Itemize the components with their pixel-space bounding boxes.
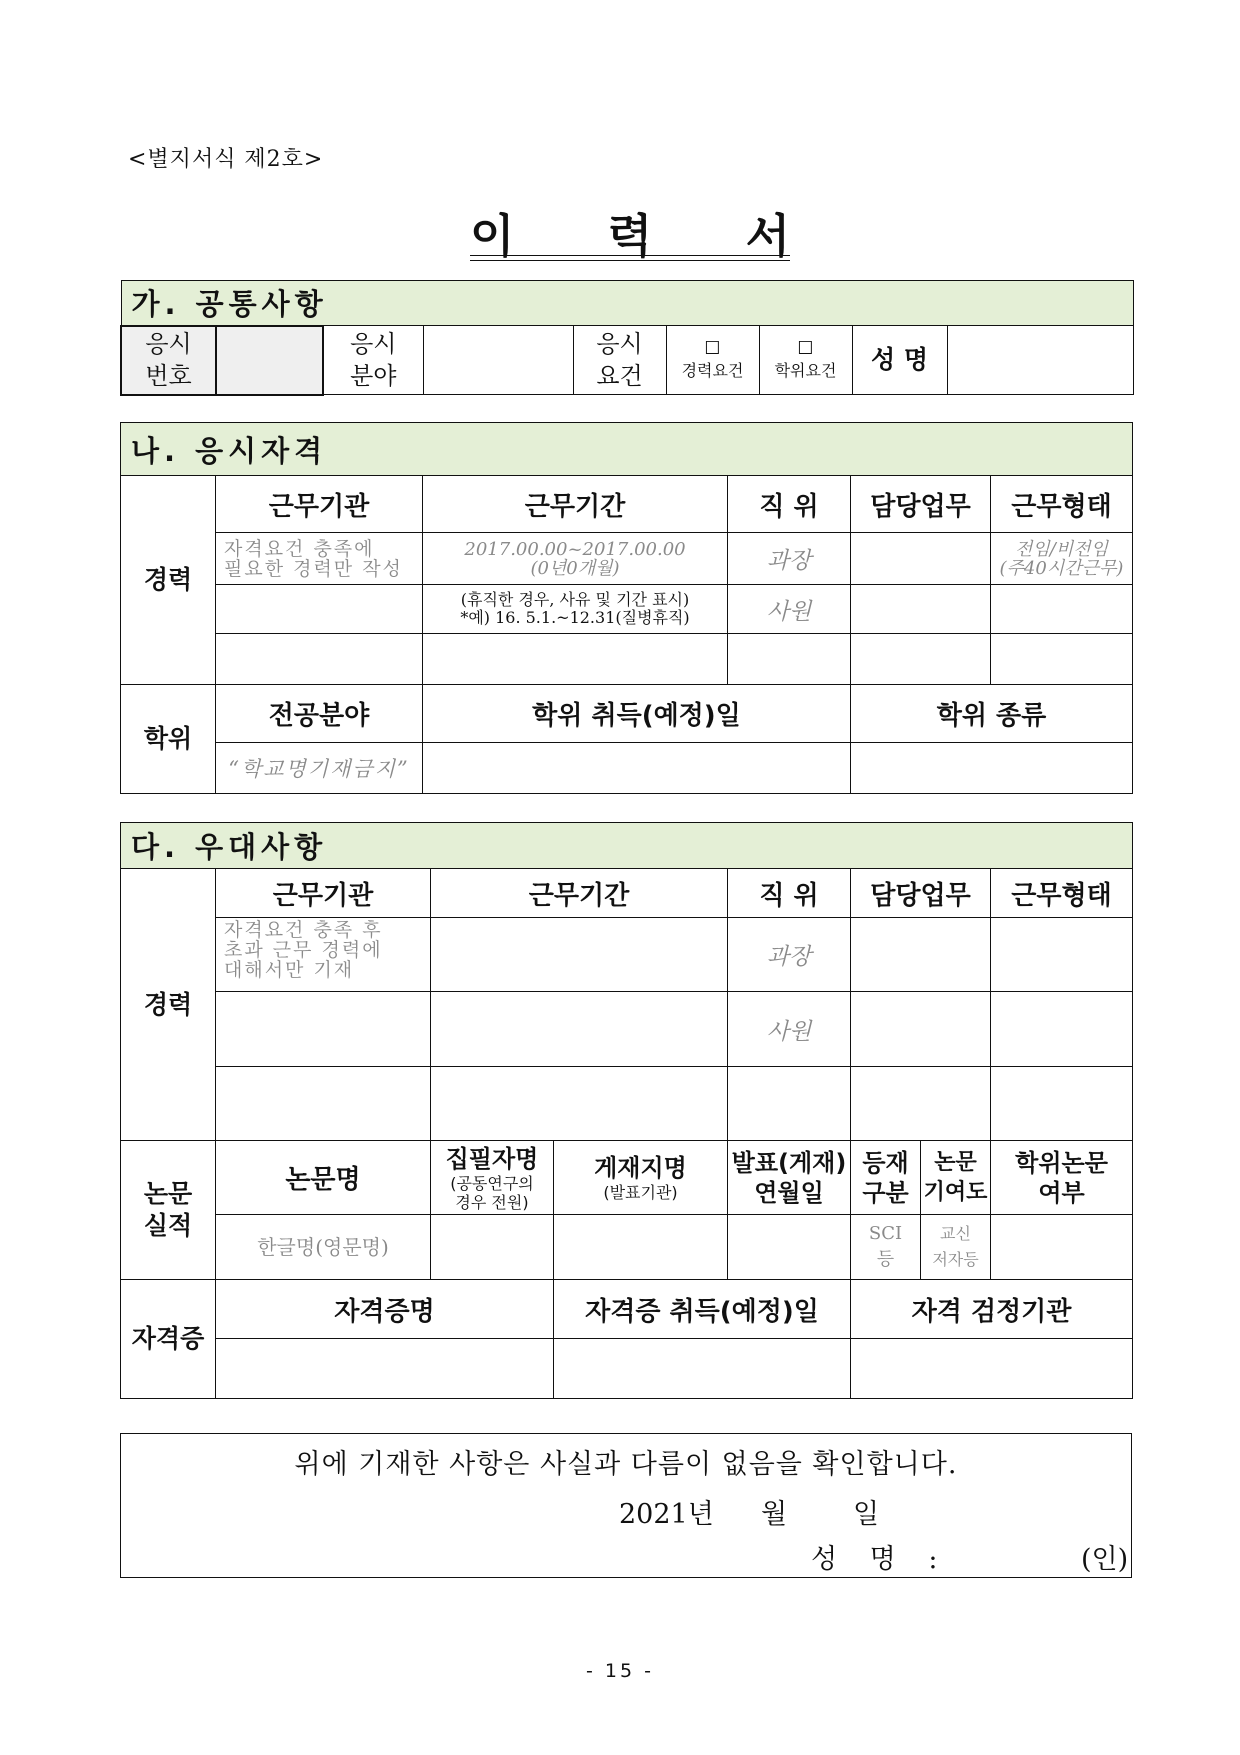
pref-period-cell[interactable] <box>431 918 728 992</box>
pref-period-cell[interactable] <box>431 1067 728 1141</box>
paper-col-journal <box>554 1141 728 1215</box>
title-underline-top <box>470 255 790 256</box>
name-label: 성 명 <box>852 326 947 395</box>
pref-type-cell[interactable] <box>991 918 1133 992</box>
exam-number-label: 응시 번호 <box>121 326 216 395</box>
pref-example-position[interactable]: 과장 <box>728 918 851 992</box>
col-duty: 담당업무 <box>851 476 991 533</box>
career-label: 경력 <box>121 476 216 685</box>
cert-agency-cell[interactable] <box>851 1339 1133 1399</box>
title-char-2: 력 <box>607 209 653 263</box>
paper-col-title: 논문명 <box>216 1141 431 1215</box>
cert-col-name: 자격증명 <box>216 1280 554 1339</box>
section-qualification-table <box>120 422 1133 794</box>
career-org-cell[interactable] <box>216 634 423 685</box>
degree-checkbox[interactable]: ☐ <box>797 338 814 359</box>
career-type-cell[interactable] <box>991 585 1133 634</box>
career-example-position[interactable]: 과장 <box>728 533 851 585</box>
paper-example-title[interactable]: 한글명(영문명) <box>216 1215 431 1280</box>
requirement-career-option[interactable] <box>666 326 759 395</box>
confirmation-statement: 위에 기재한 사항은 사실과 다름이 없음을 확인합니다. <box>294 1449 958 1480</box>
section-preference-heading: 다. 우대사항 <box>121 823 1133 869</box>
paper-col-journal-sub: (발표기관) <box>603 1183 678 1202</box>
cert-date-cell[interactable] <box>554 1339 851 1399</box>
paper-label: 논문 실적 <box>121 1141 216 1280</box>
paper-example-class[interactable]: SCI 등 <box>851 1215 921 1280</box>
section-common-heading: 가. 공통사항 <box>121 281 1133 326</box>
pref-duty-cell[interactable] <box>851 918 991 992</box>
pref-org-cell[interactable] <box>216 992 431 1067</box>
paper-date-cell[interactable] <box>728 1215 851 1280</box>
exam-field-input[interactable] <box>423 326 573 395</box>
page-number: - 15 - <box>586 1660 654 1682</box>
pref-duty-cell[interactable] <box>851 992 991 1067</box>
paper-col-thesis: 학위논문 여부 <box>991 1141 1133 1215</box>
title-char-3: 서 <box>745 209 790 263</box>
pref-type-cell[interactable] <box>991 992 1133 1067</box>
section-preference-table <box>120 822 1133 1399</box>
certificate-label: 자격증 <box>121 1280 216 1399</box>
pref-career-label: 경력 <box>121 869 216 1141</box>
paper-col-index-class: 등재 구분 <box>851 1141 921 1215</box>
paper-example-contribution[interactable]: 교신 저자등 <box>921 1215 991 1280</box>
career-example-period[interactable]: 2017.00.00~2017.00.00 (0년0개월) <box>423 533 728 585</box>
col-degree-kind: 학위 종류 <box>851 685 1133 743</box>
career-duty-cell[interactable] <box>851 533 991 585</box>
pref-col-position: 직 위 <box>728 869 851 918</box>
paper-col-publish-date: 발표(게재) 연월일 <box>728 1141 851 1215</box>
career-example-org[interactable]: 자격요건 충족에 필요한 경력만 작성 <box>216 533 423 585</box>
col-major: 전공분야 <box>216 685 423 743</box>
career-duty-cell[interactable] <box>851 634 991 685</box>
col-position: 직 위 <box>728 476 851 533</box>
career-example-type[interactable]: 전임/비전임 (주40시간근무) <box>991 533 1133 585</box>
career-org-cell[interactable] <box>216 585 423 634</box>
date-month[interactable]: 월 <box>761 1499 788 1530</box>
paper-author-cell[interactable] <box>431 1215 554 1280</box>
cert-col-agency: 자격 검정기관 <box>851 1280 1133 1339</box>
pref-col-period: 근무기간 <box>431 869 728 918</box>
section-qualification-heading: 나. 응시자격 <box>121 423 1133 476</box>
paper-journal-cell[interactable] <box>554 1215 728 1280</box>
pref-type-cell[interactable] <box>991 1067 1133 1141</box>
career-duty-cell[interactable] <box>851 585 991 634</box>
requirement-degree-option[interactable] <box>759 326 852 395</box>
career-type-cell[interactable] <box>991 634 1133 685</box>
cert-col-date: 자격증 취득(예정)일 <box>554 1280 851 1339</box>
paper-col-author <box>431 1141 554 1215</box>
career-checkbox[interactable]: ☐ <box>704 338 721 359</box>
form-number-label: <별지서식 제2호> <box>128 147 324 172</box>
degree-date-cell[interactable] <box>423 743 851 794</box>
signature-name-label: 성 명 : <box>811 1544 950 1575</box>
section-common-table <box>120 280 1134 396</box>
pref-example-org[interactable]: 자격요건 충족 후 초과 근무 경력에 대해서만 기재 <box>216 918 431 992</box>
document-title <box>470 200 790 266</box>
date-year: 2021년 <box>619 1499 714 1530</box>
pref-duty-cell[interactable] <box>851 1067 991 1141</box>
career-example-position-2[interactable]: 사원 <box>728 585 851 634</box>
career-period-cell[interactable] <box>423 634 728 685</box>
name-field[interactable] <box>947 326 1133 395</box>
col-organization: 근무기관 <box>216 476 423 533</box>
seal-mark[interactable]: (인) <box>1081 1544 1129 1575</box>
confirmation-box <box>120 1433 1132 1578</box>
career-leave-note[interactable]: (휴직한 경우, 사유 및 기간 표시) *예) 16. 5.1.~12.31(질병휴직) <box>423 585 728 634</box>
degree-requirement-label: 학위요건 <box>774 361 837 380</box>
title-underline-bottom <box>470 260 790 261</box>
career-position-cell[interactable] <box>728 634 851 685</box>
col-degree-date: 학위 취득(예정)일 <box>423 685 851 743</box>
pref-org-cell[interactable] <box>216 1067 431 1141</box>
paper-col-author-main: 집필자명 <box>445 1144 539 1173</box>
pref-period-cell[interactable] <box>431 992 728 1067</box>
paper-thesis-cell[interactable] <box>991 1215 1133 1280</box>
pref-position-cell[interactable] <box>728 1067 851 1141</box>
exam-number-field[interactable] <box>216 326 323 395</box>
exam-field-label: 응시 분야 <box>323 326 423 395</box>
exam-requirement-label: 응시 요건 <box>573 326 666 395</box>
paper-col-journal-main: 게재지명 <box>594 1154 687 1182</box>
pref-col-organization: 근무기관 <box>216 869 431 918</box>
date-day[interactable]: 일 <box>853 1499 880 1530</box>
title-char-1: 이 <box>470 209 515 263</box>
degree-example-major[interactable]: “학교명기재금지” <box>216 743 423 794</box>
paper-col-contribution: 논문 기여도 <box>921 1141 991 1215</box>
col-work-type: 근무형태 <box>991 476 1133 533</box>
cert-name-cell[interactable] <box>216 1339 554 1399</box>
col-period: 근무기간 <box>423 476 728 533</box>
pref-col-duty: 담당업무 <box>851 869 991 918</box>
paper-col-author-sub: (공동연구의 경우 전원) <box>450 1173 534 1212</box>
degree-kind-cell[interactable] <box>851 743 1133 794</box>
pref-example-position-2[interactable]: 사원 <box>728 992 851 1067</box>
career-requirement-label: 경력요건 <box>681 361 744 380</box>
pref-col-work-type: 근무형태 <box>991 869 1133 918</box>
degree-label: 학위 <box>121 685 216 794</box>
